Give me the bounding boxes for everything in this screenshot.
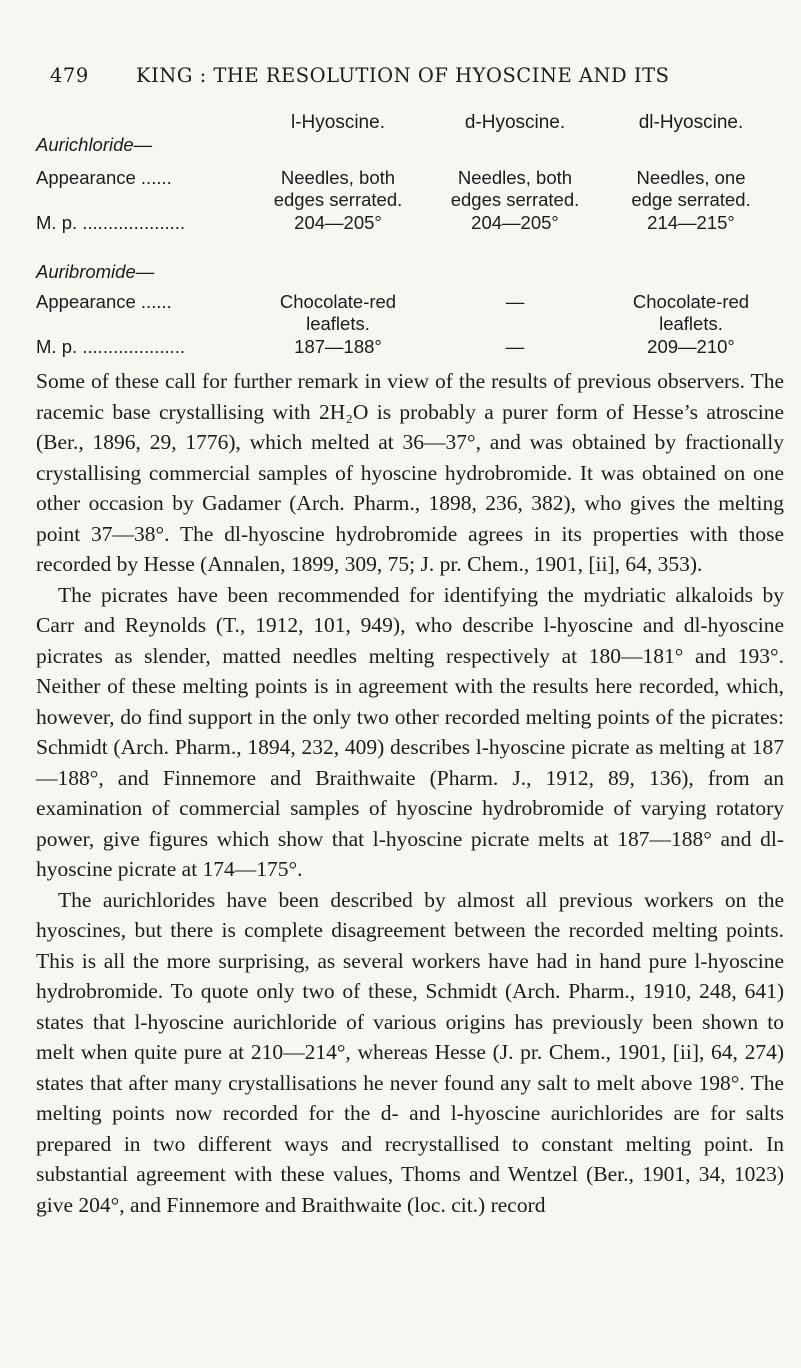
running-header [50, 64, 750, 87]
column-header-dl: dl-Hyoscine. [638, 112, 744, 133]
column-header-d: d-Hyoscine. [464, 112, 566, 133]
cell-l-mp: 204—205° [294, 212, 382, 233]
cell-l-appearance-1: Needles, both [280, 167, 396, 188]
cell-d-mp: — [505, 336, 525, 357]
cell-l-appearance-2: edges serrated. [273, 189, 403, 210]
cell-d-appearance-1: Needles, both [457, 167, 573, 188]
running-title: KING : THE RESOLUTION OF HYOSCINE AND ITS [136, 64, 670, 87]
appearance-label: Appearance ...... [36, 291, 172, 312]
paragraph-1: Some of these call for further remark in view of the results of previous observers. The racemic base crystallising with 2H₂O is probably a purer form of Hesse’s atroscine (Ber., 1896, 29, 1776), which melted at 36—37°, and was obtained by fractionally crystallising commercial samples of hyoscine hydrobromide. It was obtained on one other occasion by Gadamer (Arch. Pharm., 1898, 236, 382), who gives the melting point 37—38°. The dl-hyoscine hydrobromide agrees in its properties with those recorded by Hesse (Annalen, 1899, 309, 75; J. pr. Chem., 1901, [ii], 64, 353). [36, 369, 784, 576]
cell-dl-appearance-1: Chocolate-red [632, 291, 750, 312]
body-text [36, 366, 784, 1220]
cell-dl-mp: 209—210° [647, 336, 735, 357]
cell-d-mp: 204—205° [471, 212, 559, 233]
aurichloride-heading: Aurichloride— [36, 134, 153, 155]
cell-d-appearance-2: edges serrated. [450, 189, 580, 210]
paragraph-3: The aurichlorides have been described by almost all previous workers on the hyoscines, but there is complete disagreement between the recorded melting points. This is all the more surprising, as several workers have had in hand pure l-hyoscine hydrobromide. To quote only two of these, Schmidt (Arch. Pharm., 1910, 248, 641) states that l-hyoscine aurichloride of various origins has previously been shown to melt when quite pure at 210—214°, whereas Hesse (J. pr. Chem., 1901, [ii], 64, 274) states that after many crystallisations he never found any salt to melt above 198°. The melting points now recorded for the d- and l-hyoscine aurichlorides are for salts prepared in two different ways and recrystallised to constant melting point. In substantial agreement with these values, Thoms and Wentzel (Ber., 1901, 34, 1023) give 204°, and Finnemore and Braithwaite (loc. cit.) record [36, 887, 784, 1217]
mp-label: M. p. .................... [36, 336, 186, 357]
cell-dl-mp: 214—215° [647, 212, 735, 233]
cell-dl-appearance-1: Needles, one [636, 167, 746, 188]
appearance-label: Appearance ...... [36, 167, 172, 188]
cell-dl-appearance-2: edge serrated. [631, 189, 751, 210]
auribromide-heading: Auribromide— [36, 261, 155, 282]
page-number: 479 [50, 64, 89, 87]
cell-d-appearance: — [505, 291, 525, 312]
paragraph-2: The picrates have been recommended for identifying the mydriatic alkaloids by Carr and Reynolds (T., 1912, 101, 949), who describe l-hyoscine and dl-hyoscine picrates as slender, matted needles melting respectively at 180—181° and 193°. Neither of these melting points is in agreement with the results here recorded, which, however, do find support in the only two other recorded melting points of the picrates: Schmidt (Arch. Pharm., 1894, 232, 409) describes l-hyoscine picrate as melting at 187—188°, and Finnemore and Braithwaite (Pharm. J., 1912, 89, 136), from an examination of commercial samples of hyoscine hydrobromide of varying rotatory power, give figures which show that l-hyoscine picrate melts at 187—188° and dl-hyoscine picrate at 174—175°. [36, 582, 784, 881]
cell-l-mp: 187—188° [294, 336, 382, 357]
mp-label: M. p. .................... [36, 212, 186, 233]
cell-dl-appearance-2: leaflets. [659, 313, 723, 334]
cell-l-appearance-2: leaflets. [306, 313, 370, 334]
column-header-l: l-Hyoscine. [291, 112, 385, 133]
cell-l-appearance-1: Chocolate-red [279, 291, 397, 312]
